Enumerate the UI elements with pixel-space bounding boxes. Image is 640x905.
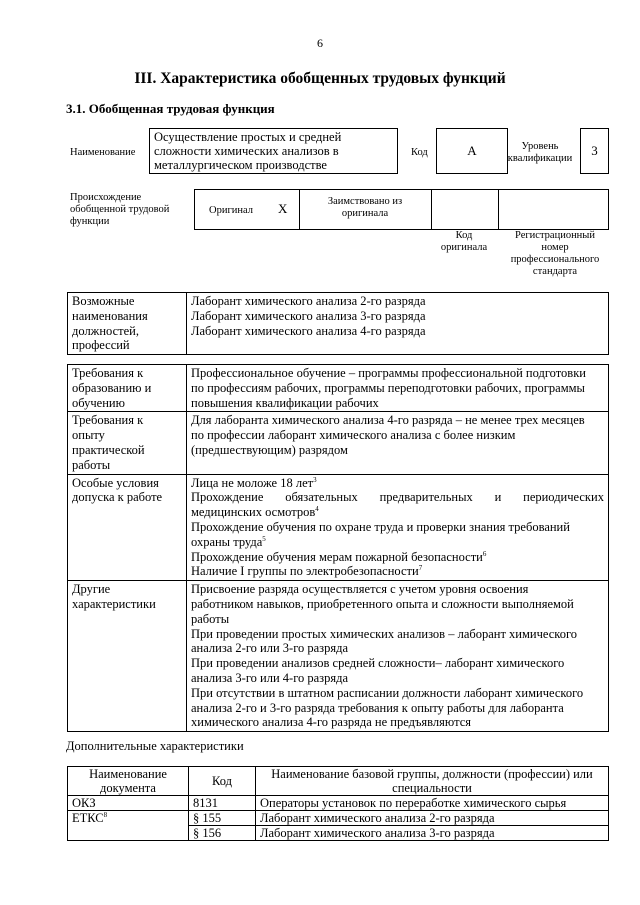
word: периодических: [523, 490, 604, 505]
other-line: При проведении простых химических анализов – лаборант химического: [191, 626, 578, 641]
table-row: [68, 811, 609, 826]
word: и: [494, 490, 502, 505]
other-line: При проведении анализов средней сложности– лаборант химического: [191, 656, 565, 671]
experience-value: [187, 412, 609, 474]
origin-divider: [498, 190, 499, 229]
experience-line: (предшествующим) разрядом: [191, 442, 348, 457]
origin-box: [194, 189, 609, 230]
header-doc: [68, 767, 189, 796]
special-label-line: Особые условия: [72, 475, 159, 490]
additional-characteristics-table: [67, 766, 609, 841]
position-item: Лаборант химического анализа 3-го разряда: [191, 308, 426, 323]
row-doc: [68, 811, 189, 841]
special-conditions-value: [187, 474, 609, 581]
experience-label: [68, 412, 187, 474]
education-line: Профессиональное обучение – программы профессиональной подготовки: [191, 366, 586, 380]
original-label: Оригинал: [209, 205, 253, 216]
special-label-line: допуска к работе: [72, 490, 163, 505]
position-item: Лаборант химического анализа 4-го разряда: [191, 323, 426, 338]
electric-safety-text: Наличие I группы по электробезопасности: [191, 564, 419, 579]
positions-table: [67, 292, 609, 355]
experience-label-line: практической: [72, 442, 145, 457]
experience-label-line: Требования к: [72, 413, 144, 428]
function-name-box: [149, 128, 398, 174]
origin-label-line: обобщенной трудовой: [70, 204, 170, 215]
reg-number-line: Регистрационный: [515, 230, 595, 241]
other-line: работы: [191, 611, 230, 626]
code-original-line: оригинала: [440, 242, 488, 253]
word: обязательных: [285, 490, 358, 505]
row-name: Лаборант химического анализа 2-го разряда: [256, 811, 609, 826]
doc-text: ОКЗ: [72, 796, 96, 810]
row-doc: [68, 796, 189, 811]
header-group-line: специальности: [392, 781, 472, 795]
labor-safety-line: [191, 520, 604, 535]
positions-values: [187, 293, 609, 355]
positions-label-line: наименования: [72, 308, 148, 323]
name-label: Наименование: [70, 147, 136, 158]
row-name: Лаборант химического анализа 3-го разряда: [256, 826, 609, 841]
positions-label-line: профессий: [72, 338, 130, 353]
age-requirement: [191, 476, 604, 491]
labor-safety-text2: охраны труда: [191, 534, 263, 549]
origin-label-line: функции: [70, 216, 110, 227]
origin-divider: [431, 190, 432, 229]
other-line: анализа 2-го или 3-го разряда: [191, 641, 349, 656]
positions-label-line: Возможные: [72, 294, 135, 308]
table-row: [68, 796, 609, 811]
experience-line: Для лаборанта химического анализа 4-го разряда – не менее трех месяцев: [191, 413, 585, 428]
header-doc-line: документа: [100, 781, 156, 795]
other-line: химического анализа 4-го разряда не предъявляются: [191, 715, 471, 730]
other-label-line: характеристики: [72, 596, 156, 611]
other-characteristics-value: [187, 581, 609, 732]
footnote-ref: 6: [482, 549, 487, 558]
header-doc-line: Наименование: [89, 767, 167, 781]
electric-safety-line: [191, 564, 604, 579]
level-label: [504, 141, 576, 165]
position-item: Лаборант химического анализа 2-го разряда: [191, 294, 426, 308]
level-value: 3: [580, 128, 609, 174]
experience-label-line: опыту: [72, 428, 105, 443]
age-text: Лица не моложе 18 лет: [191, 475, 314, 490]
footnote-ref: 7: [418, 564, 423, 573]
reg-number-line: стандарта: [532, 266, 578, 277]
code-label: Код: [411, 147, 428, 158]
level-label-line: квалификации: [507, 153, 573, 164]
page-number: 6: [317, 36, 323, 50]
education-value: [187, 365, 609, 412]
fire-safety-text: Прохождение обучения мерам пожарной безопасности: [191, 549, 483, 564]
header-group: [256, 767, 609, 796]
footnote-ref: 4: [315, 505, 319, 514]
row-code: § 156: [189, 826, 256, 841]
header-code: Код: [189, 767, 256, 796]
original-mark: Х: [278, 201, 288, 216]
other-line: анализа 3-го или 4-го разряда: [191, 670, 349, 685]
additional-characteristics-title: Дополнительные характеристики: [66, 739, 244, 753]
reg-number-line: номер: [541, 242, 569, 253]
function-name-line: сложности химических анализов в: [154, 144, 339, 158]
reg-number-line: профессионального: [510, 254, 600, 265]
requirements-table: [67, 364, 609, 732]
positions-label-line: должностей,: [72, 323, 139, 338]
row-name: Операторы установок по переработке химического сырья: [256, 796, 609, 811]
education-label-line: обучению: [72, 395, 125, 410]
origin-divider: [299, 190, 300, 229]
borrowed-label-line: Заимствовано из: [327, 196, 403, 207]
code-value: А: [436, 128, 508, 174]
footnote-ref: 5: [262, 534, 266, 543]
labor-safety-text: Прохождение обучения по охране труда и проверки знания требований: [191, 519, 570, 534]
other-line: При отсутствии в штатном расписании должности лаборант химического: [191, 685, 584, 700]
level-label-line: Уровень: [521, 141, 559, 152]
other-line: Присвоение разряда осуществляется с учетом уровня освоения: [191, 582, 529, 597]
other-line: работником навыков, приобретенного опыта и сложности выполняемой: [191, 596, 574, 611]
special-conditions-label: [68, 474, 187, 581]
code-original-line: Код: [455, 230, 473, 241]
experience-line: по профессии лаборант химического анализа с более низким: [191, 428, 516, 443]
education-line: по профессиям рабочих, программы переподготовки рабочих, программы: [191, 380, 585, 395]
education-label: [68, 365, 187, 412]
education-label-line: Требования к: [72, 366, 144, 380]
origin-label-line: Происхождение: [70, 192, 142, 203]
other-characteristics-label: [68, 581, 187, 732]
section-title: III. Характеристика обобщенных трудовых функций: [134, 70, 506, 87]
reg-number-label: [500, 230, 610, 278]
row-code: 8131: [189, 796, 256, 811]
code-original-label: [431, 230, 497, 254]
medical-exam-text: медицинских осмотров: [191, 505, 316, 520]
footnote-ref: 8: [103, 810, 108, 819]
row-code: § 155: [189, 811, 256, 826]
footnote-ref: 3: [313, 475, 317, 484]
positions-label: [68, 293, 187, 355]
education-label-line: образованию и: [72, 380, 152, 395]
function-name-line: Осуществление простых и средней: [154, 130, 342, 144]
subsection-title: 3.1. Обобщенная трудовая функция: [66, 101, 275, 116]
fire-safety-line: [191, 550, 604, 565]
medical-exam-line: [191, 490, 604, 505]
word: Прохождение: [191, 490, 264, 505]
function-name-line: металлургическом производстве: [154, 158, 327, 172]
education-line: повышения квалификации рабочих: [191, 395, 379, 410]
labor-safety-line2: [191, 535, 604, 550]
doc-text: ЕТКС: [72, 811, 104, 825]
word: предварительных: [379, 490, 473, 505]
origin-label: [70, 192, 169, 228]
borrowed-label-line: оригинала: [341, 208, 389, 219]
header-group-line: Наименование базовой группы, должности (профессии) или: [271, 767, 593, 781]
medical-exam-line2: [191, 505, 604, 520]
other-label-line: Другие: [72, 582, 111, 597]
other-line: анализа 2-го и 3-го разряда требования к опыту работы для лаборанта: [191, 700, 564, 715]
borrowed-label: [303, 196, 427, 220]
experience-label-line: работы: [72, 457, 111, 472]
